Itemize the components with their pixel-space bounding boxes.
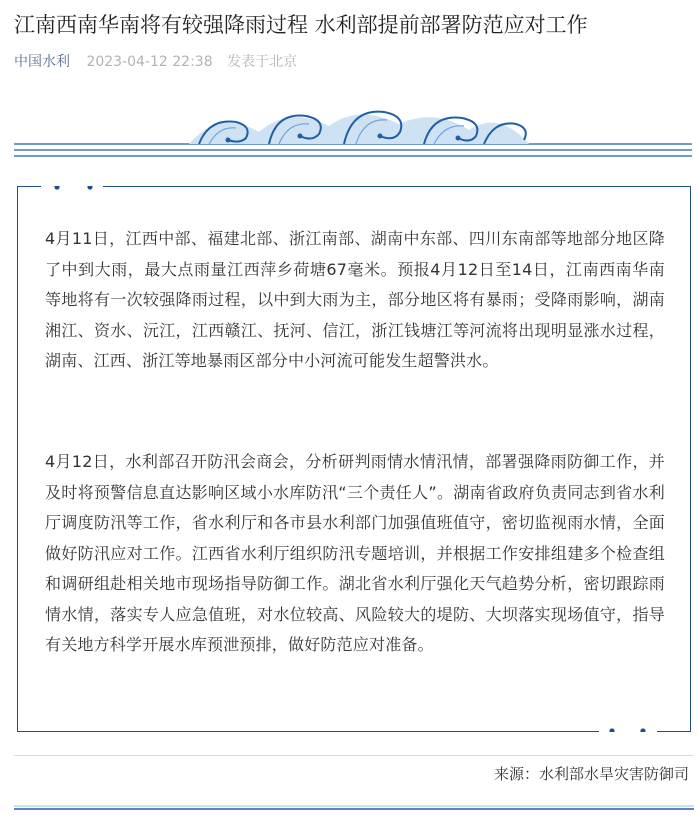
- article-title: 江南西南华南将有较强降雨过程 水利部提前部署防范应对工作: [14, 13, 588, 37]
- author-link[interactable]: 中国水利: [14, 54, 70, 70]
- source-divider: [14, 755, 694, 756]
- paragraph-1: 4月11日，江西中部、福建北部、浙江南部、湖南中东部、四川东南部等地部分地区降了中到大雨，最大点雨量江西萍乡荷塘67毫米。预报4月12日至14日，江南西南华南等地将有一次较强降雨过程，以中到大雨为主，部分地区将有暴雨；受降雨影响，湖南湘江、资水、沅江，江西赣江、抚河、信江，浙江钱塘江等河流将出现明显涨水过程，湖南、江西、浙江等地暴雨区部分中小河流可能发生超警洪水。: [45, 229, 665, 370]
- article-meta: [14, 52, 297, 72]
- bottom-decoration: [14, 796, 694, 802]
- paragraph-2: 4月12日，水利部召开防汛会商会，分析研判雨情水情汛情，部署强降雨防御工作，并及时将预警信息直达影响区域小水库防汛“三个责任人”。湖南省政府负责同志到省水利厅调度防汛等工作，省水利厅和各市县水利部门加强值班值守，密切监视雨水情，全面做好防汛应对工作。江西省水利厅组织防汛专题培训，并根据工作安排组建多个检查组和调研组赴相关地市现场指导防御工作。湖北省水利厅强化天气趋势分析，密切跟踪雨情水情，落实专人应急值班，对水位较高、风险较大的堤防、大坝落实现场值守，指导有关地方科学开展水库预泄预排，做好防范应对准备。: [45, 452, 665, 654]
- wave-banner-decoration: [14, 104, 692, 166]
- publish-location: 发表于北京: [227, 54, 298, 70]
- source-credit: 来源：水利部水旱灾害防御司: [493, 765, 689, 783]
- publish-date: 2023-04-12 22:38: [86, 54, 213, 70]
